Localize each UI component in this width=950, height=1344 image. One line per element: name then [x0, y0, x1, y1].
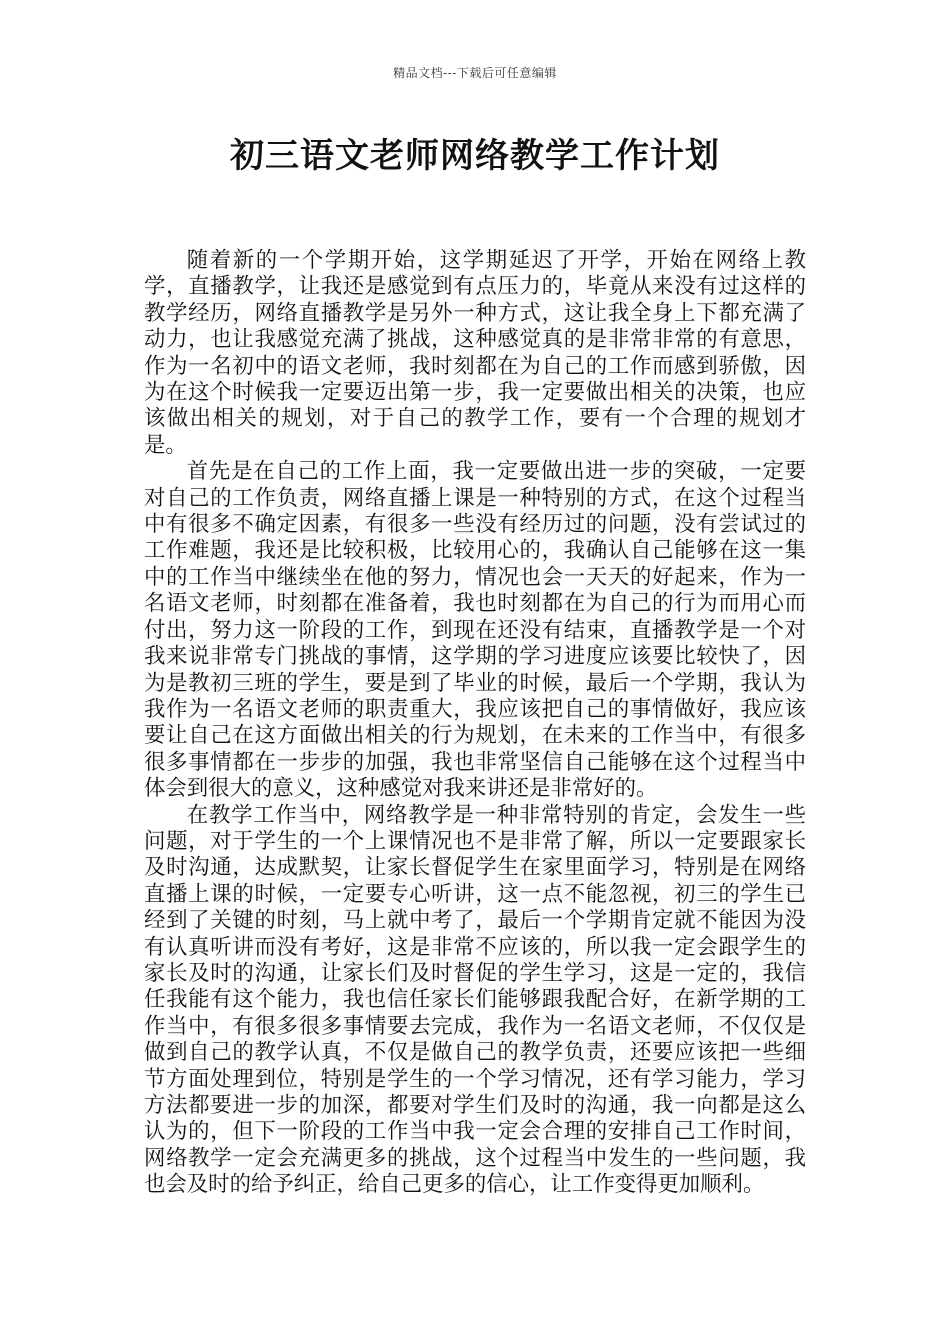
- paragraph-2: 首先是在自己的工作上面，我一定要做出进一步的突破，一定要对自己的工作负责，网络直播上课是一种特别的方式，在这个过程当中有很多不确定因素，有很多一些没有经历过的问题，没有尝试过的工作难题，我还是比较积极，比较用心的，我确认自己能够在这一集中的工作当中继续坐在他的努力，情况也会一天天的好起来，作为一名语文老师，时刻都在准备着，我也时刻都在为自己的行为而用心而付出，努力这一阶段的工作，到现在还没有结束，直播教学是一个对我来说非常专门挑战的事情，这学期的学习进度应该要比较快了，因为是教初三班的学生，要是到了毕业的时候，最后一个学期，我认为我作为一名语文老师的职责重大，我应该把自己的事情做好，我应该要让自己在这方面做出相关的行为规划，在未来的工作当中，有很多很多事情都在一步步的加强，我也非常坚信自己能够在这个过程当中体会到很大的意义，这种感觉对我来讲还是非常好的。: [144, 459, 806, 802]
- page-header-note: 精品文档---下载后可任意编辑: [393, 66, 557, 80]
- paragraph-3: 在教学工作当中，网络教学是一种非常特别的肯定，会发生一些问题，对于学生的一个上课情况也不是非常了解，所以一定要跟家长及时沟通，达成默契，让家长督促学生在家里面学习，特别是在网络直播上课的时候，一定要专心听讲，这一点不能忽视，初三的学生已经到了关键的时刻，马上就中考了，最后一个学期肯定就不能因为没有认真听讲而没有考好，这是非常不应该的，所以我一定会跟学生的家长及时的沟通，让家长们及时督促的学生学习，这是一定的，我信任我能有这个能力，我也信任家长们能够跟我配合好，在新学期的工作当中，有很多很多事情要去完成，我作为一名语文老师，不仅仅是做到自己的教学认真，不仅是做自己的教学负责，还要应该把一些细节方面处理到位，特别是学生的一个学习情况，还有学习能力，学习方法都要进一步的加深，都要对学生们及时的沟通，我一向都是这么认为的，但下一阶段的工作当中我一定会合理的安排自己工作时间，网络教学一定会充满更多的挑战，这个过程当中发生的一些问题，我也会及时的给予纠正，给自己更多的信心，让工作变得更加顺利。: [144, 802, 806, 1198]
- document-title: 初三语文老师网络教学工作计划: [230, 136, 720, 176]
- paragraph-1: 随着新的一个学期开始，这学期延迟了开学，开始在网络上教学，直播教学，让我还是感觉到有点压力的，毕竟从来没有过这样的教学经历，网络直播教学是另外一种方式，这让我全身上下都充满了动力，也让我感觉充满了挑战，这种感觉真的是非常非常的有意思，作为一名初中的语文老师，我时刻都在为自己的工作而感到骄傲，因为在这个时候我一定要迈出第一步，我一定要做出相关的决策，也应该做出相关的规划，对于自己的教学工作，要有一个合理的规划才是。: [144, 248, 806, 458]
- document-body: [144, 248, 806, 1199]
